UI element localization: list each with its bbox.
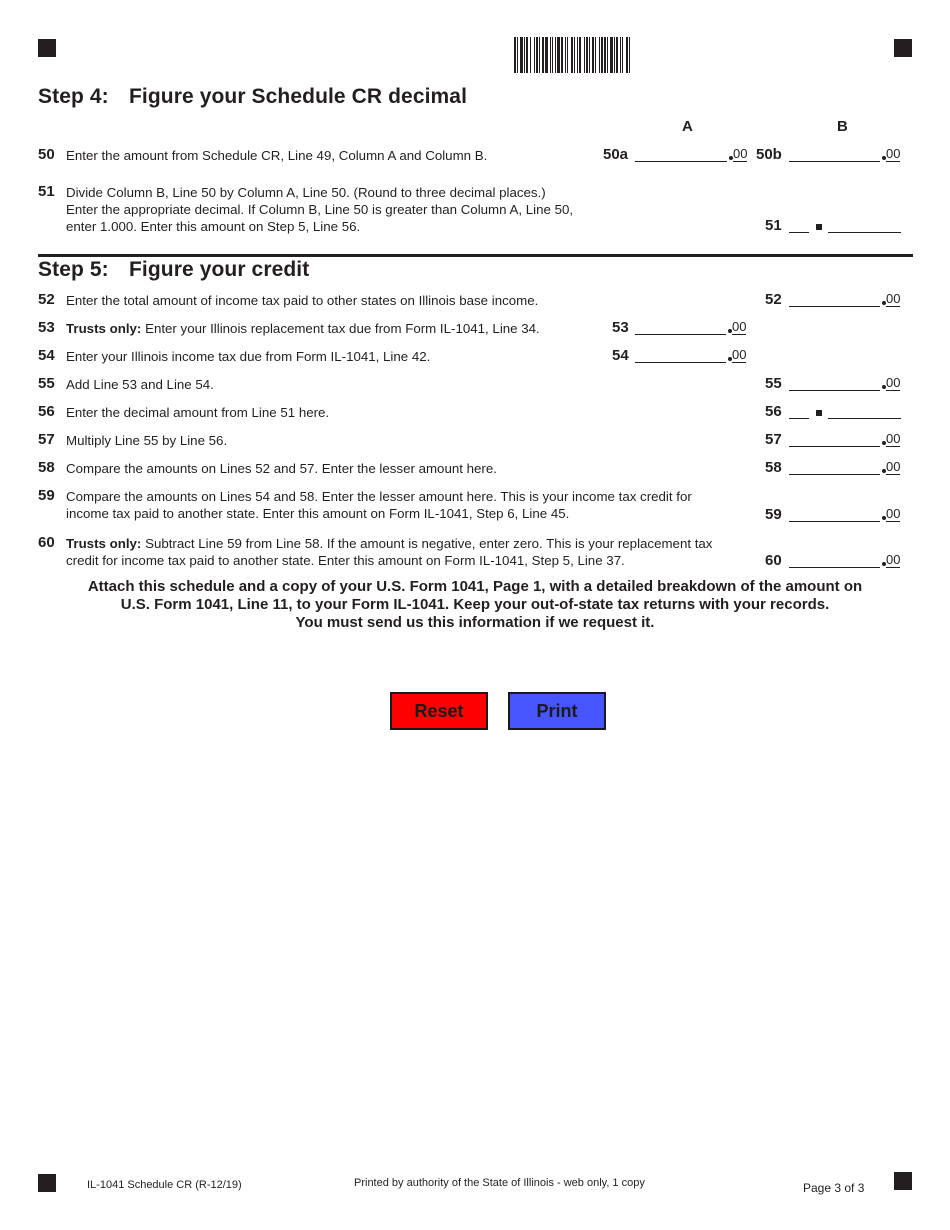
line-55-field[interactable] (765, 375, 905, 393)
print-authority: Printed by authority of the State of Illinois - web only, 1 copy (354, 1177, 645, 1189)
line-number: 60 (38, 534, 55, 551)
line-text: Compare the amounts on Lines 54 and 58. Enter the lesser amount here. This is your income tax credit for income tax paid to another state. Enter this amount on Form IL-1041, Step 6, Line 45. (66, 489, 692, 521)
step4-title (38, 85, 467, 109)
field-cents: 00 (886, 506, 901, 521)
attach-instructions: Attach this schedule and a copy of your U.S. Form 1041, Page 1, with a detailed breakdown of the amount on U.S. Form 1041, Line 11, to your Form IL-1041. Keep your out-of-state tax returns with your records. You must send us this information if we request it. (87, 578, 863, 631)
field-label: 50a (603, 146, 629, 163)
field-label: 54 (612, 347, 629, 364)
line-text: Enter the amount from Schedule CR, Line 49, Column A and Column B. (66, 148, 488, 163)
field-label: 51 (765, 217, 782, 234)
field-label: 58 (765, 459, 782, 476)
print-button[interactable]: Print (508, 692, 606, 730)
field-cents: 00 (886, 146, 901, 161)
field-cents: 00 (886, 291, 901, 306)
field-label: 60 (765, 552, 782, 569)
line-text: Multiply Line 55 by Line 56. (66, 433, 228, 448)
line-54-field[interactable] (612, 347, 752, 365)
line-56-decimal-field[interactable] (765, 403, 905, 421)
line-text: Enter the decimal amount from Line 51 here. (66, 405, 330, 420)
barcode-bar (630, 37, 632, 73)
barcode (514, 37, 710, 73)
field-label: 50b (756, 146, 782, 163)
field-cents: 00 (886, 375, 901, 390)
step4-heading: Figure your Schedule CR decimal (129, 85, 468, 108)
field-label: 57 (765, 431, 782, 448)
line-50b-field[interactable] (756, 146, 906, 164)
field-label: 53 (612, 319, 629, 336)
step4-label: Step 4: (38, 85, 109, 108)
line-58-field[interactable] (765, 459, 905, 477)
column-b-header: B (837, 118, 848, 135)
line-50a-field[interactable] (603, 146, 753, 164)
line-57-field[interactable] (765, 431, 905, 449)
field-label: 56 (765, 403, 782, 420)
field-cents: 00 (732, 319, 747, 334)
registration-mark-top-right (894, 39, 912, 57)
line-59-field[interactable] (765, 506, 905, 524)
field-cents: 00 (733, 146, 748, 161)
line-number: 55 (38, 375, 55, 392)
field-label: 59 (765, 506, 782, 523)
line-number: 51 (38, 183, 55, 200)
form-id: IL-1041 Schedule CR (R-12/19) (87, 1179, 242, 1191)
line-number: 52 (38, 291, 55, 308)
column-a-header: A (682, 118, 693, 135)
line-text: Trusts only: Enter your Illinois replacement tax due from Form IL-1041, Line 34. (66, 321, 540, 336)
line-51-decimal-field[interactable] (765, 217, 905, 235)
line-number: 56 (38, 403, 55, 420)
line-text: Enter the total amount of income tax paid to other states on Illinois base income. (66, 293, 539, 308)
registration-mark-bottom-left (38, 1174, 56, 1192)
field-label: 55 (765, 375, 782, 392)
line-60-field[interactable] (765, 552, 905, 570)
field-label: 52 (765, 291, 782, 308)
registration-mark-top-left (38, 39, 56, 57)
line-53-field[interactable] (612, 319, 752, 337)
field-cents: 00 (886, 552, 901, 567)
registration-mark-bottom-right (894, 1172, 912, 1190)
line-number: 54 (38, 347, 55, 364)
field-cents: 00 (732, 347, 747, 362)
step5-title (38, 258, 309, 282)
line-number: 53 (38, 319, 55, 336)
reset-button[interactable]: Reset (390, 692, 488, 730)
page-number: Page 3 of 3 (803, 1181, 865, 1195)
line-text: Divide Column B, Line 50 by Column A, Line 50. (Round to three decimal places.) Enter the appropriate decimal. If Column B, Line 50 is greater than Column A, Line 50, enter 1.000. Enter this amount on Step 5, Line 56. (66, 185, 574, 234)
step5-heading: Figure your credit (129, 258, 310, 281)
field-cents: 00 (886, 459, 901, 474)
line-number: 57 (38, 431, 55, 448)
line-number: 50 (38, 146, 55, 163)
step5-label: Step 5: (38, 258, 109, 281)
field-cents: 00 (886, 431, 901, 446)
line-number: 59 (38, 487, 55, 504)
section-divider (38, 254, 913, 257)
line-text: Enter your Illinois income tax due from Form IL-1041, Line 42. (66, 349, 431, 364)
line-52-field[interactable] (765, 291, 905, 309)
line-text: Add Line 53 and Line 54. (66, 377, 214, 392)
line-text: Compare the amounts on Lines 52 and 57. Enter the lesser amount here. (66, 461, 497, 476)
line-number: 58 (38, 459, 55, 476)
line-text: Trusts only: Subtract Line 59 from Line 58. If the amount is negative, enter zero. This is your replacement tax credit for income tax paid to another state. Enter this amount on Form IL-1041, Step 5, Line 37. (66, 536, 713, 568)
